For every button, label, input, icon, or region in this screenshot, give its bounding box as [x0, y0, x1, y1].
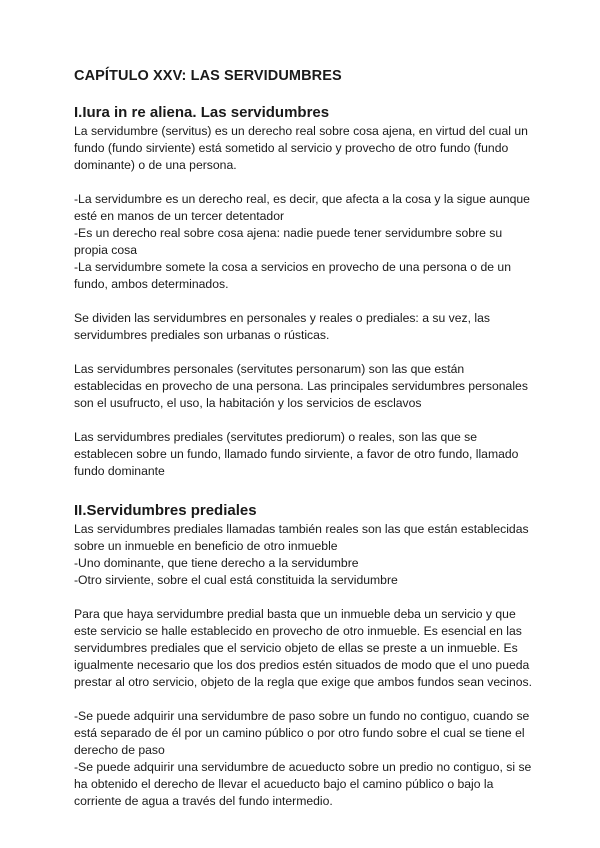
list-item: -Otro sirviente, sobre el cual está constituida la servidumbre — [74, 573, 398, 587]
list-item: -Se puede adquirir una servidumbre de acueducto sobre un predio no contiguo, si se ha obtenido el derecho de llevar el acueducto bajo el camino público o bajo la corriente de agua a través del fundo intermedio. — [74, 760, 532, 808]
paragraph: Se dividen las servidumbres en personales y reales o prediales: a su vez, las servidumbres prediales son urbanas o rústicas. — [74, 311, 490, 342]
document-body — [74, 68, 534, 810]
list-item: -Es un derecho real sobre cosa ajena: nadie puede tener servidumbre sobre su propia cosa — [74, 226, 503, 257]
paragraph: Las servidumbres prediales (servitutes prediorum) o reales, son las que se establecen sobre un fundo, llamado fundo sirviente, a favor de otro fundo, llamado fundo dominante — [74, 430, 519, 478]
chapter-title: CAPÍTULO XXV: LAS SERVIDUMBRES — [74, 68, 342, 84]
paragraph: Las servidumbres prediales llamadas también reales son las que están establecidas sobre un inmueble en beneficio de otro inmueble — [74, 522, 529, 553]
list-item: -Se puede adquirir una servidumbre de paso sobre un fundo no contiguo, cuando se está separado de él por un camino público o por otro fundo sobre el cual se tiene el derecho de paso — [74, 709, 530, 757]
paragraph: Las servidumbres personales (servitutes personarum) son las que están establecidas en provecho de una persona. Las principales servidumbres personales son el usufructo, el uso, la habitación y los servicios de esclavos — [74, 362, 528, 410]
section-heading-1: I.Iura in re aliena. Las servidumbres — [74, 104, 330, 121]
paragraph: Para que haya servidumbre predial basta que un inmueble deba un servicio y que este servicio se halle establecido en provecho de otro inmueble. Es esencial en las servidumbres prediales que el servicio objeto de ellas se preste a un inmueble. Es igualmente necesario que los dos predios estén situados de modo que el uno pueda prestar al otro servicio, objeto de la regla que exige que ambos fundos sean vecinos. — [74, 607, 532, 689]
list-item: -Uno dominante, que tiene derecho a la servidumbre — [74, 556, 359, 570]
section-heading-2: II.Servidumbres prediales — [74, 502, 257, 519]
paragraph: La servidumbre (servitus) es un derecho real sobre cosa ajena, en virtud del cual un fundo (fundo sirviente) está sometido al servicio y provecho de otro fundo (fundo dominante) o de una persona. — [74, 124, 528, 172]
list-item: -La servidumbre somete la cosa a servicios en provecho de una persona o de un fundo, ambos determinados. — [74, 260, 511, 291]
list-item: -La servidumbre es un derecho real, es decir, que afecta a la cosa y la sigue aunque esté en manos de un tercer detentador — [74, 192, 530, 223]
